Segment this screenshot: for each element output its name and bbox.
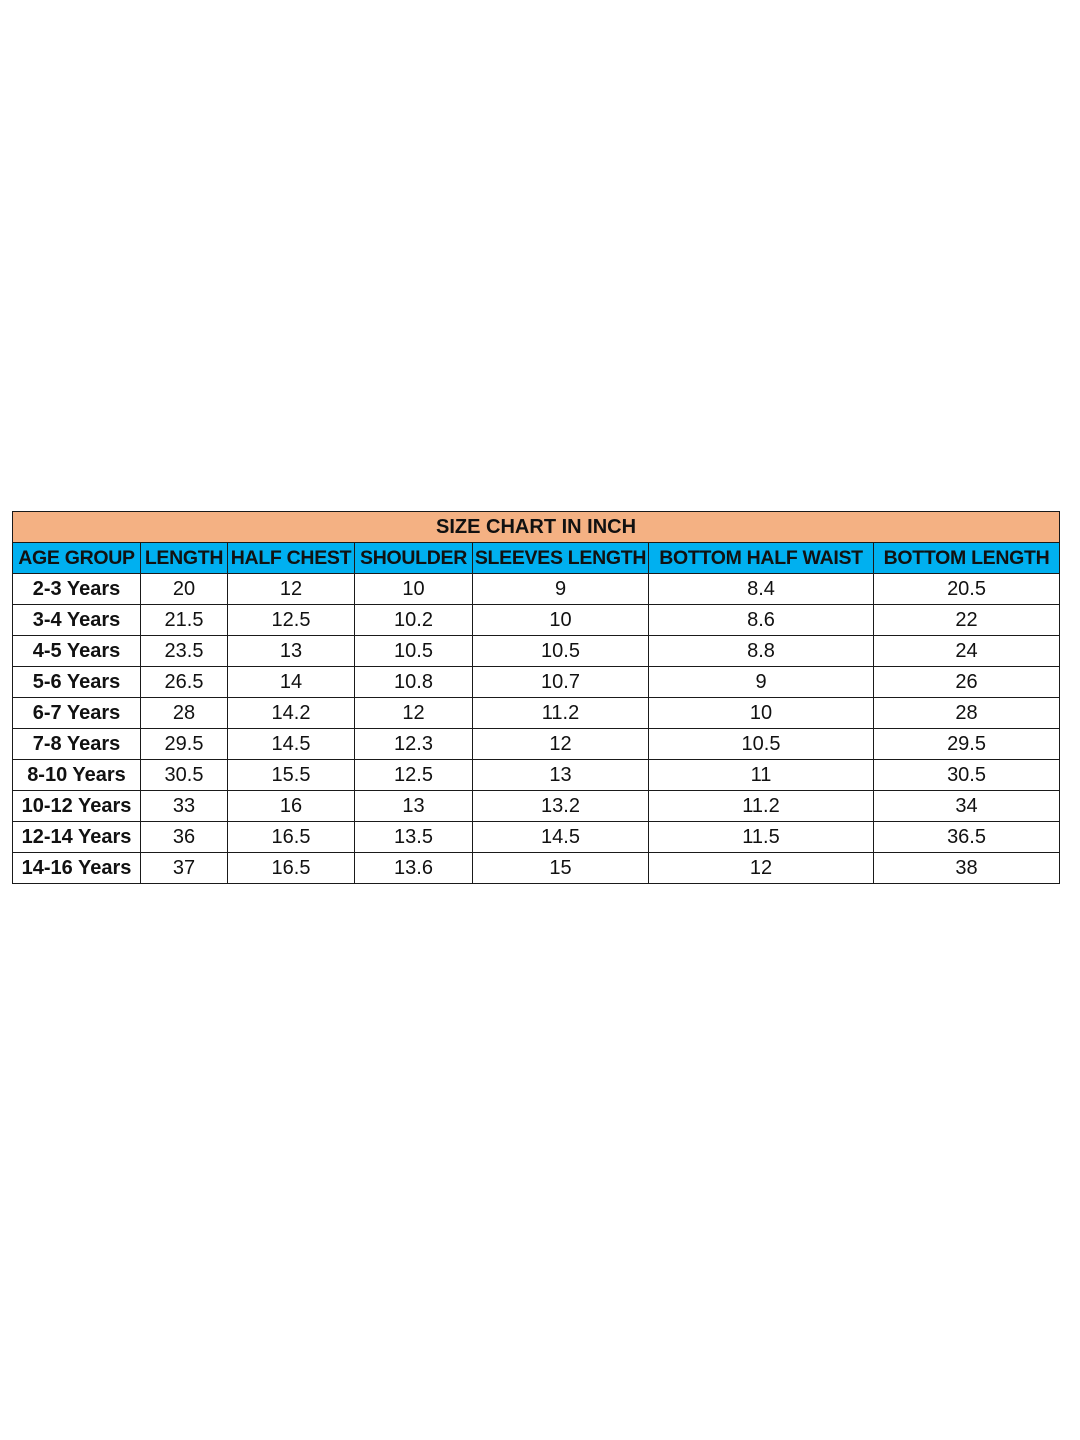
table-row [13,729,1060,760]
size-chart-table [12,511,1060,884]
table-row [13,698,1060,729]
bottom-half-waist-cell: 11.2 [649,791,874,822]
half-chest-cell: 16.5 [228,853,355,884]
bottom-half-waist-cell: 11.5 [649,822,874,853]
length-cell: 37 [141,853,228,884]
sleeves-length-cell: 10.5 [473,636,649,667]
bottom-half-waist-cell: 8.6 [649,605,874,636]
sleeves-length-cell: 12 [473,729,649,760]
bottom-half-waist-cell: 9 [649,667,874,698]
shoulder-cell: 10 [355,574,473,605]
column-header-half-chest: HALF CHEST [228,543,355,574]
column-header-length: LENGTH [141,543,228,574]
bottom-half-waist-cell: 12 [649,853,874,884]
column-header-age-group: AGE GROUP [13,543,141,574]
age-group-cell: 3-4 Years [13,605,141,636]
shoulder-cell: 13.5 [355,822,473,853]
length-cell: 28 [141,698,228,729]
age-group-cell: 10-12 Years [13,791,141,822]
age-group-cell: 6-7 Years [13,698,141,729]
shoulder-cell: 10.2 [355,605,473,636]
length-cell: 26.5 [141,667,228,698]
sleeves-length-cell: 13 [473,760,649,791]
bottom-half-waist-cell: 11 [649,760,874,791]
bottom-length-cell: 26 [874,667,1060,698]
bottom-length-cell: 22 [874,605,1060,636]
chart-title: SIZE CHART IN INCH [13,512,1060,543]
shoulder-cell: 12 [355,698,473,729]
bottom-length-cell: 38 [874,853,1060,884]
table-row [13,574,1060,605]
bottom-length-cell: 24 [874,636,1060,667]
title-row [13,512,1060,543]
age-group-cell: 12-14 Years [13,822,141,853]
age-group-cell: 8-10 Years [13,760,141,791]
bottom-half-waist-cell: 10.5 [649,729,874,760]
age-group-cell: 4-5 Years [13,636,141,667]
sleeves-length-cell: 11.2 [473,698,649,729]
length-cell: 30.5 [141,760,228,791]
sleeves-length-cell: 15 [473,853,649,884]
sleeves-length-cell: 14.5 [473,822,649,853]
half-chest-cell: 12 [228,574,355,605]
length-cell: 20 [141,574,228,605]
column-header-shoulder: SHOULDER [355,543,473,574]
bottom-length-cell: 30.5 [874,760,1060,791]
age-group-cell: 14-16 Years [13,853,141,884]
half-chest-cell: 16.5 [228,822,355,853]
table-row [13,605,1060,636]
bottom-half-waist-cell: 10 [649,698,874,729]
sleeves-length-cell: 9 [473,574,649,605]
age-group-cell: 2-3 Years [13,574,141,605]
table-row [13,667,1060,698]
half-chest-cell: 14.2 [228,698,355,729]
half-chest-cell: 13 [228,636,355,667]
half-chest-cell: 14.5 [228,729,355,760]
shoulder-cell: 13 [355,791,473,822]
shoulder-cell: 10.5 [355,636,473,667]
length-cell: 29.5 [141,729,228,760]
size-chart [12,511,1059,884]
half-chest-cell: 15.5 [228,760,355,791]
table-row [13,760,1060,791]
length-cell: 23.5 [141,636,228,667]
shoulder-cell: 12.3 [355,729,473,760]
header-row [13,543,1060,574]
sleeves-length-cell: 10.7 [473,667,649,698]
bottom-length-cell: 34 [874,791,1060,822]
age-group-cell: 7-8 Years [13,729,141,760]
length-cell: 21.5 [141,605,228,636]
shoulder-cell: 10.8 [355,667,473,698]
half-chest-cell: 12.5 [228,605,355,636]
bottom-half-waist-cell: 8.8 [649,636,874,667]
table-row [13,791,1060,822]
age-group-cell: 5-6 Years [13,667,141,698]
bottom-length-cell: 36.5 [874,822,1060,853]
length-cell: 36 [141,822,228,853]
sleeves-length-cell: 13.2 [473,791,649,822]
table-row [13,636,1060,667]
table-body [13,574,1060,884]
half-chest-cell: 14 [228,667,355,698]
shoulder-cell: 13.6 [355,853,473,884]
bottom-length-cell: 28 [874,698,1060,729]
column-header-bottom-length: BOTTOM LENGTH [874,543,1060,574]
half-chest-cell: 16 [228,791,355,822]
bottom-half-waist-cell: 8.4 [649,574,874,605]
column-header-sleeves-length: SLEEVES LENGTH [473,543,649,574]
table-row [13,853,1060,884]
table-row [13,822,1060,853]
length-cell: 33 [141,791,228,822]
shoulder-cell: 12.5 [355,760,473,791]
column-header-bottom-half-waist: BOTTOM HALF WAIST [649,543,874,574]
bottom-length-cell: 20.5 [874,574,1060,605]
bottom-length-cell: 29.5 [874,729,1060,760]
sleeves-length-cell: 10 [473,605,649,636]
